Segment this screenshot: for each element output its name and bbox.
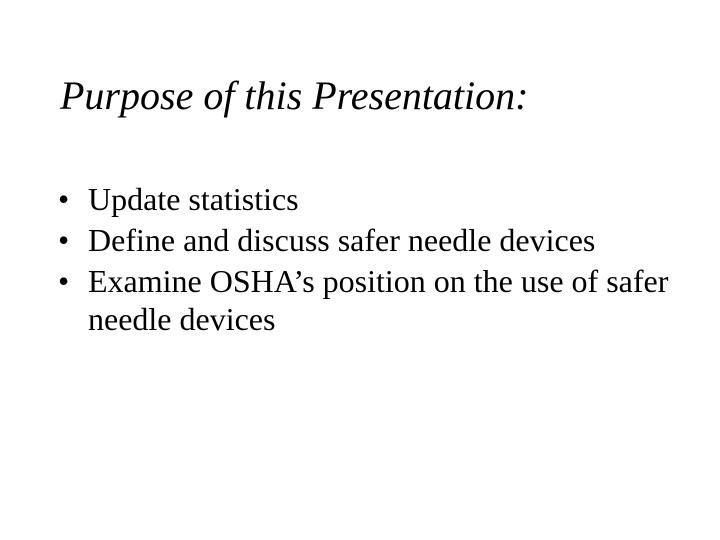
- bullet-text: Update statistics: [88, 181, 299, 217]
- bullet-icon: •: [58, 181, 70, 217]
- bullet-item-update-statistics: [58, 180, 698, 218]
- bullet-item-define-devices: [58, 221, 698, 259]
- bullet-text: Define and discuss safer needle devices: [88, 222, 596, 258]
- bullet-icon: •: [58, 263, 70, 299]
- bullet-item-examine-osha: [58, 262, 698, 338]
- bullet-icon: •: [58, 222, 70, 258]
- bullet-text: Examine OSHA’s position on the use of safer needle devices: [88, 263, 669, 337]
- bullet-list: [58, 180, 698, 341]
- slide-title: Purpose of this Presentation:: [60, 73, 529, 118]
